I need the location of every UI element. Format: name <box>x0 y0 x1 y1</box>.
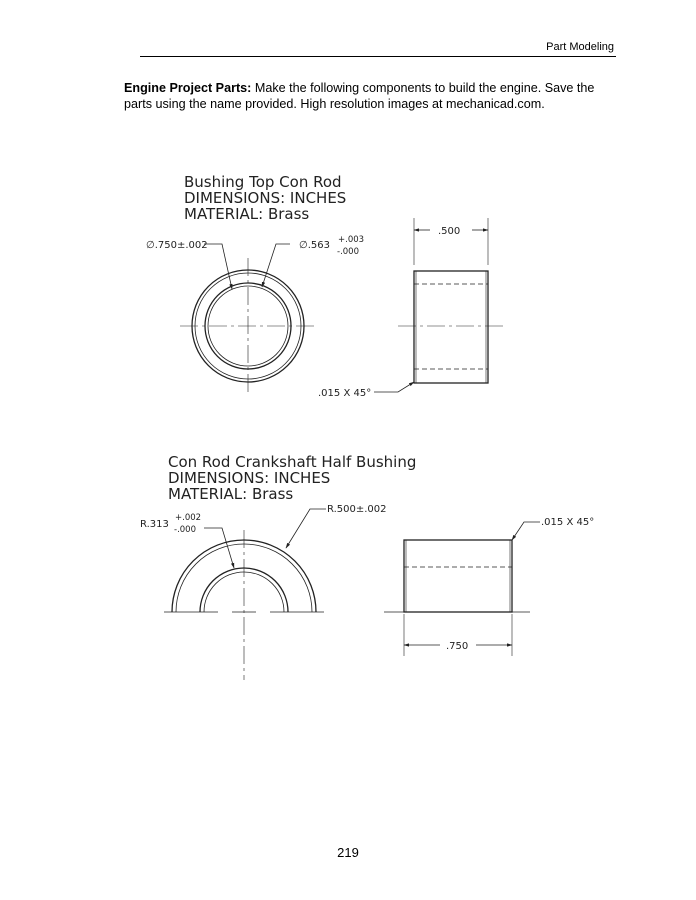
half-bushing-units: DIMENSIONS: INCHES <box>168 469 331 487</box>
bushing-inner-tol-minus: -.000 <box>337 247 359 257</box>
bushing-front-view <box>180 244 316 394</box>
bushing-units: DIMENSIONS: INCHES <box>184 189 347 207</box>
bushing-inner-diameter: ∅.563 <box>299 240 330 251</box>
half-bushing-material: MATERIAL: Brass <box>168 485 294 503</box>
half-bushing-outer-radius: R.500±.002 <box>327 504 387 515</box>
bushing-length: .500 <box>438 226 461 237</box>
bushing-material: MATERIAL: Brass <box>184 205 310 223</box>
half-bushing-length: .750 <box>446 641 469 652</box>
intro-body: Make the following components to build the engine. Save the parts using the name provided. High resolution images at mechanicad.com. <box>124 81 595 111</box>
half-bushing-title: Con Rod Crankshaft Half Bushing <box>168 453 417 471</box>
bushing-inner-tol-plus: +.003 <box>338 235 365 245</box>
bushing-drawing <box>146 173 506 399</box>
intro-heading: Engine Project Parts: <box>124 81 252 95</box>
bushing-title: Bushing Top Con Rod <box>184 173 342 191</box>
half-bushing-side-view <box>384 522 540 656</box>
half-bushing-chamfer: .015 X 45° <box>541 517 595 528</box>
bushing-outer-diameter: ∅.750±.002 <box>146 240 208 251</box>
page-number: 219 <box>337 845 359 860</box>
section-title: Part Modeling <box>546 41 614 53</box>
half-bushing-inner-tol-minus: -.000 <box>174 525 196 535</box>
bushing-chamfer: .015 X 45° <box>318 388 372 399</box>
half-bushing-inner-tol-plus: +.002 <box>175 513 202 523</box>
half-bushing-inner-radius: R.313 <box>140 519 169 530</box>
bushing-side-view <box>374 218 506 392</box>
half-bushing-drawing <box>140 453 594 680</box>
